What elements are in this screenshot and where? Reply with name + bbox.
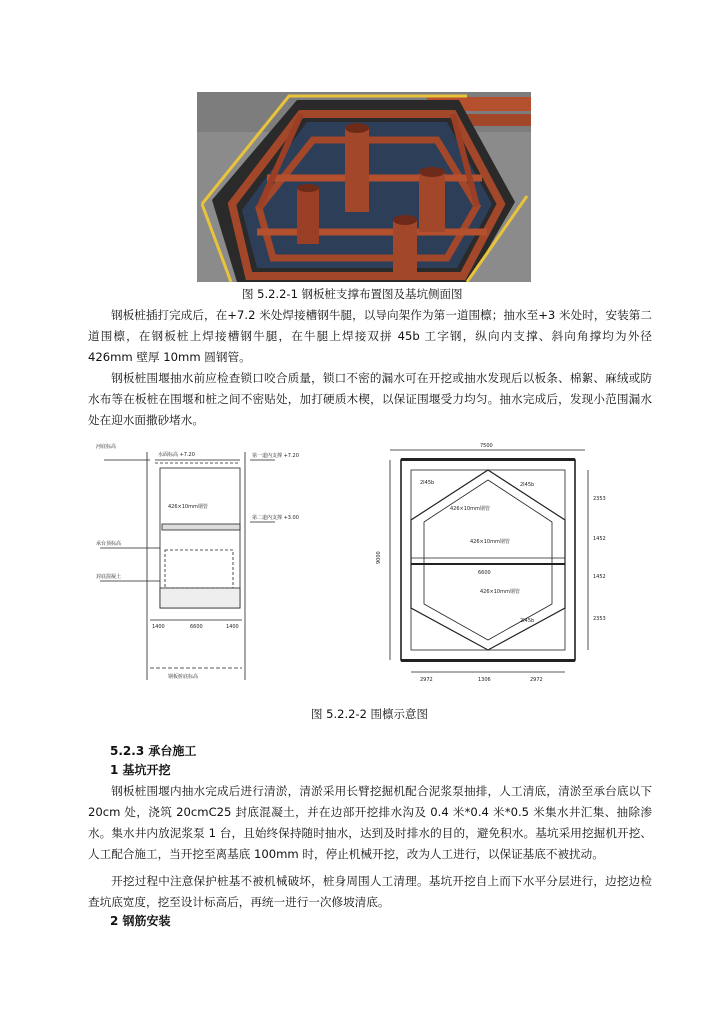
plan-bottom-dim-3: 2972: [530, 677, 543, 683]
paragraph-2: [88, 368, 652, 431]
wale-drawing: [90, 440, 650, 685]
plan-length-label: 9000: [376, 551, 382, 564]
plan-sheet-pile-teeth: [401, 458, 575, 662]
section-seal-layer: [160, 588, 240, 608]
pipe-column-2: [419, 172, 445, 232]
plan-bottom-dim-1: 2972: [420, 677, 433, 683]
pipe-top-3: [393, 215, 417, 225]
plan-mid-dim: 6600: [478, 570, 491, 576]
pile-bottom: [401, 659, 575, 662]
section-label-bottom: 钢板桩底标高: [168, 674, 199, 680]
paragraph-3: [88, 781, 652, 865]
section-label-first-brace: 第一道内支撑 +7.20: [252, 453, 299, 459]
plan-width-label: 7500: [480, 443, 493, 449]
plan-pipe-mid: 426×10mm钢管: [470, 539, 510, 545]
section-pipe-bar: [162, 524, 240, 530]
section-label-top-left: 河底标高: [96, 444, 117, 450]
paragraph-1: [88, 305, 652, 368]
plan-right-dim-4: 2353: [593, 616, 606, 622]
pile-top: [401, 458, 575, 461]
section-label-seal: 封底混凝土: [96, 574, 122, 580]
section-label-cap-top: 承台顶标高: [96, 541, 122, 547]
plan-beam-top: 2I45b: [520, 482, 535, 488]
plan-outer-frame: [401, 460, 575, 660]
paragraph-4: [88, 871, 652, 913]
pipe-top-1: [345, 123, 369, 133]
section-dim-mid: 6600: [190, 624, 203, 630]
section-label-water: 水面标高 +7.20: [158, 452, 195, 458]
subheading-excavation: 1 基坑开挖: [110, 763, 171, 777]
section-label-second-brace: 第二道内支撑 +3.00: [252, 515, 299, 521]
section-dim-right: 1400: [226, 624, 239, 630]
section-label-pipe: 426×10mm钢管: [168, 504, 208, 510]
plan-beam-bottom: 2I45b: [520, 618, 535, 624]
paragraph-3-text: 钢板桩围堰内抽水完成后进行清淤，清淤采用长臂挖掘机配合泥浆泵抽排，人工清底，清淤至承台底以下 20cm 处，浇筑 20cmC25 封底混凝土，并在边部开挖排水沟及 0.4 米*0.4 米*0.5 米集水井汇集、抽除渗水。集水井内放泥浆泵 1 台，且始终保持随时抽水，达到及时排水的目的，避免积水。基坑采用挖掘机开挖、人工配合施工，当开挖至离基底 100mm 时，停止机械开挖，改为人工进行，以保证基底不被扰动。: [88, 784, 652, 861]
section-dim-left: 1400: [152, 624, 165, 630]
plan-right-dim-1: 2353: [593, 496, 606, 502]
paragraph-1-text: 钢板桩插打完成后，在+7.2 米处焊接槽钢牛腿，以导向架作为第一道围檩；抽水至+3 米处时，安装第二道围檩，在钢板桩上焊接槽钢牛腿，在牛腿上焊接双拼 45b 工字钢，纵向内支撑、斜向角撑均为外径 426mm 壁厚 10mm 圆钢管。: [88, 308, 652, 364]
pipe-top-4: [297, 184, 319, 192]
subheading-rebar: 2 钢筋安装: [110, 914, 171, 928]
paragraph-2-text: 钢板桩围堰抽水前应检查锁口咬合质量，锁口不密的漏水可在开挖或抽水发现后以板条、棉絮、麻绒或防水布等在板桩在围堰和桩之间不密贴处，加打硬质木楔，以保证围堰受力均匀。抽水完成后，发现小范围漏水处在迎水面撒砂堵水。: [88, 371, 652, 427]
plan-inner-frame: [411, 470, 565, 650]
plan-right-dim-2: 1452: [593, 536, 606, 542]
pipe-column-4: [297, 188, 319, 244]
pipe-column-3: [393, 220, 417, 272]
cofferdam-3d-illustration: [197, 92, 531, 282]
plan-pipe-upper: 426×10mm钢管: [450, 506, 490, 512]
plan-beam-left: 2I45b: [420, 480, 435, 486]
section-outline: [160, 468, 240, 608]
section-cap: [165, 550, 233, 588]
paragraph-4-text: 开挖过程中注意保护桩基不被机械破坏，桩身周围人工清理。基坑开挖自上而下水平分层进行，边挖边检查坑底宽度，挖至设计标高后，再统一进行一次修坡清底。: [88, 874, 652, 909]
plan-right-dim-3: 1452: [593, 574, 606, 580]
plan-diagonal-frame-inner: [424, 480, 552, 640]
wale-drawing-svg: [90, 440, 650, 685]
figure-1-caption: 图 5.2.2-1 钢板桩支撑布置图及基坑侧面图: [242, 287, 463, 301]
figure-2-caption: 图 5.2.2-2 围檩示意图: [311, 707, 429, 721]
section-heading-5-2-3: 5.2.3 承台施工: [110, 744, 197, 758]
plan-bottom-dim-2: 1306: [478, 677, 491, 683]
cofferdam-illustration-svg: [197, 92, 531, 282]
plan-pipe-lower: 426×10mm钢管: [480, 589, 520, 595]
pipe-top-2: [419, 167, 445, 177]
plan-diagonal-frame: [411, 470, 565, 650]
pipe-column-1: [345, 128, 369, 212]
